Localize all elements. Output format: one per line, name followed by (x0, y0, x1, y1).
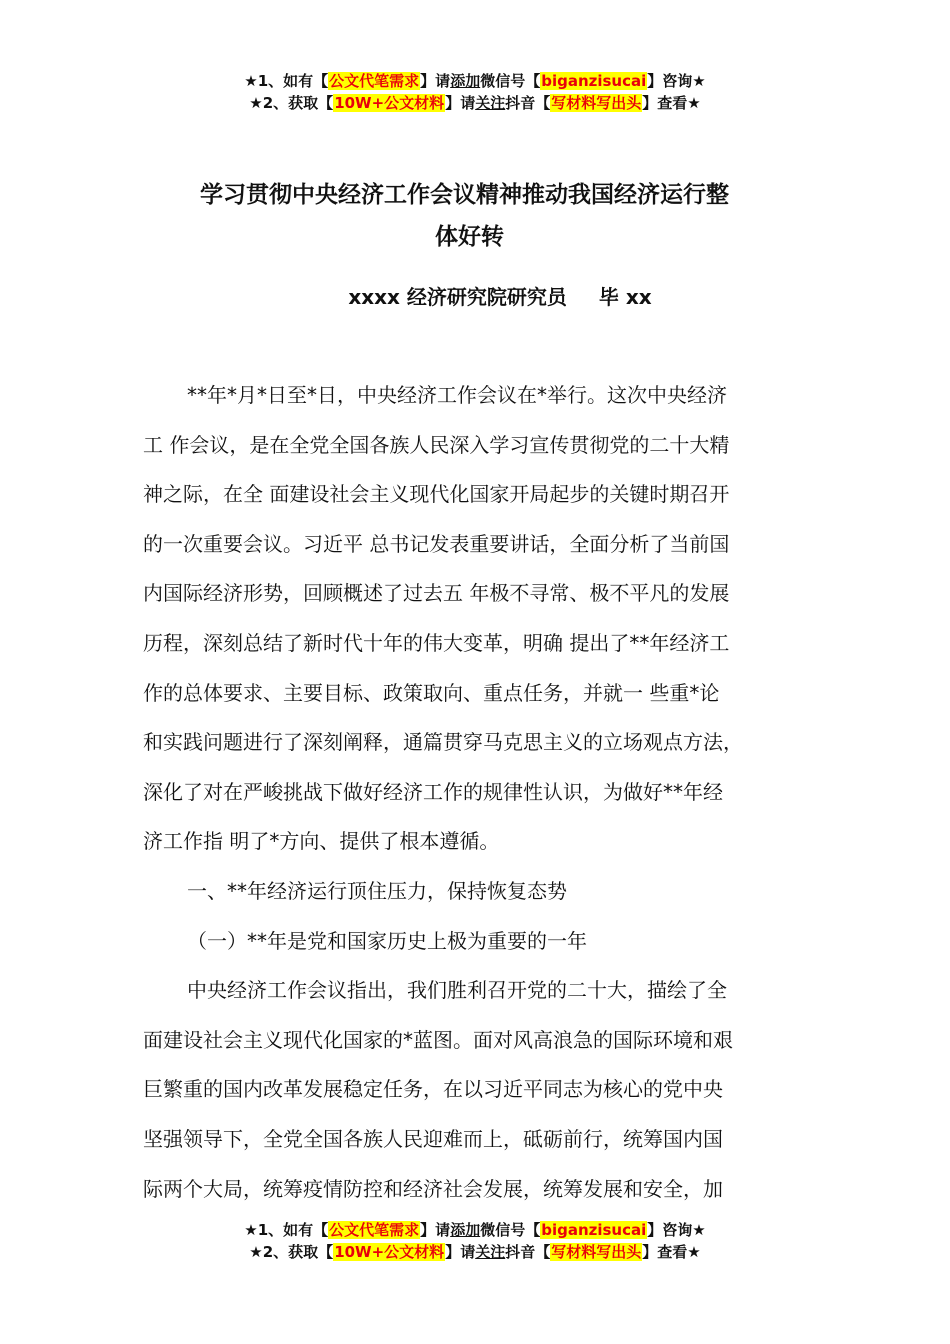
promo-text: 】请 (445, 1243, 476, 1261)
section-heading: 一、**年经济运行顶住压力，保持恢复态势 (187, 878, 567, 903)
promo-highlight: 公文代笔需求 (329, 72, 420, 90)
promo-highlight: 公文代笔需求 (329, 1221, 420, 1239)
promo-text: 】请 (445, 94, 476, 112)
promo-highlight: 10W+公文材料 (334, 94, 445, 112)
promo-text: ★2、获取【 (249, 94, 334, 112)
body-line: 济工作指 明了*方向、提供了根本遵循。 (143, 829, 500, 854)
body-line: 神之际，在全 面建设社会主义现代化国家开局起步的关键时期召开 (143, 482, 730, 507)
title-line-1: 学习贯彻中央经济工作会议精神推动我国经济运行整 (200, 182, 729, 208)
promo-text: 】咨询★ (647, 72, 706, 90)
promo-text: 】咨询★ (647, 1221, 706, 1239)
body-line: 中央经济工作会议指出，我们胜利召开党的二十大，描绘了全 (187, 978, 727, 1003)
body-line: 作的总体要求、主要目标、政策取向、重点任务，并就一 些重*论 (143, 680, 720, 705)
body-line: 巨繁重的国内改革发展稳定任务，在以习近平同志为核心的党中央 (143, 1077, 723, 1102)
promo-underline: 添加 (450, 72, 481, 90)
body-line: 的一次重要会议。习近平 总书记发表重要讲话，全面分析了当前国 (143, 531, 730, 556)
body-line: 内国际经济形势，回顾概述了过去五 年极不寻常、极不平凡的发展 (143, 581, 730, 606)
body-line: **年*月*日至*日，中央经济工作会议在*举行。这次中央经济 (187, 383, 727, 407)
promo-text: 微信号【 (480, 72, 541, 90)
promo-highlight: 写材料写出头 (551, 94, 642, 112)
promo-text: 】请 (420, 72, 451, 90)
promo-text: ★1、如有【 (244, 1221, 329, 1239)
promo-highlight: 写材料写出头 (551, 1243, 642, 1261)
body-line: 工 作会议，是在全党全国各族人民深入学习宣传贯彻党的二十大精 (143, 432, 730, 457)
promo-footer (0, 1219, 950, 1263)
title-line-2: 体好转 (435, 224, 504, 250)
body-line: 际两个大局，统筹疫情防控和经济社会发展，统筹发展和安全，加 (143, 1176, 723, 1201)
subsection-heading: （一）**年是党和国家历史上极为重要的一年 (187, 928, 587, 953)
promo-line-1 (0, 70, 950, 92)
promo-line-2 (0, 1241, 950, 1263)
promo-underline: 关注 (475, 1243, 506, 1261)
promo-text: 抖音【 (505, 1243, 551, 1261)
promo-text: 】查看★ (642, 94, 701, 112)
body-line: 坚强领导下，全党全国各族人民迎难而上，砥砺前行，统筹国内国 (143, 1126, 723, 1151)
author-org: xxxx 经济研究院研究员 (348, 285, 567, 309)
document-title (200, 174, 820, 258)
promo-highlight: biganzisucai (541, 1221, 647, 1239)
document-body (143, 371, 843, 1214)
promo-text: 抖音【 (505, 94, 551, 112)
body-line: 历程，深刻总结了新时代十年的伟大变革，明确 提出了**年经济工 (143, 630, 730, 655)
promo-underline: 关注 (475, 94, 506, 112)
promo-line-2 (0, 92, 950, 114)
promo-header (0, 70, 950, 114)
promo-text: ★1、如有【 (244, 72, 329, 90)
promo-highlight: 10W+公文材料 (334, 1243, 445, 1261)
body-line: 面建设社会主义现代化国家的*蓝图。面对风高浪急的国际环境和艰 (143, 1027, 733, 1052)
author-line (0, 283, 950, 311)
promo-text: 】查看★ (642, 1243, 701, 1261)
promo-highlight: biganzisucai (541, 72, 647, 90)
author-name: 毕 xx (598, 285, 652, 309)
promo-line-1 (0, 1219, 950, 1241)
promo-text: 微信号【 (480, 1221, 541, 1239)
promo-underline: 添加 (450, 1221, 481, 1239)
body-line: 深化了对在严峻挑战下做好经济工作的规律性认识，为做好**年经 (143, 779, 723, 804)
promo-text: ★2、获取【 (249, 1243, 334, 1261)
promo-text: 】请 (420, 1221, 451, 1239)
body-line: 和实践问题进行了深刻阐释，通篇贯穿马克思主义的立场观点方法， (143, 730, 743, 755)
